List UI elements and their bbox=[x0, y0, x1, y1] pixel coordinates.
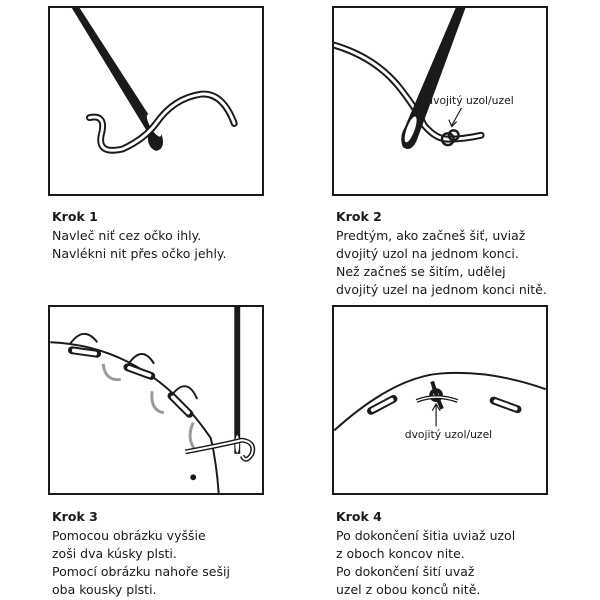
step-2-caption bbox=[336, 208, 547, 299]
caption-line: Pomocí obrázku nahoře sešij bbox=[52, 564, 230, 579]
step-3-caption bbox=[52, 508, 230, 599]
double-knot-diagram bbox=[334, 8, 546, 194]
caption-line: Pomocou obrázku vyššie bbox=[52, 528, 206, 543]
needle-icon bbox=[234, 307, 240, 454]
caption-line: Po dokončení šitia uviaž uzol bbox=[336, 528, 516, 543]
caption-line: Než začneš se šitím, udělej bbox=[336, 264, 506, 279]
knot-label: dvojitý uzol/uzel bbox=[426, 93, 514, 107]
needle-icon bbox=[401, 8, 465, 149]
caption-line: z oboch koncov nite. bbox=[336, 546, 465, 561]
step-title: Krok 3 bbox=[52, 509, 98, 524]
knot-label: dvojitý uzol/uzel bbox=[404, 428, 493, 442]
caption-line: Predtým, ako začneš šiť, uviaž bbox=[336, 228, 526, 243]
final-knot-diagram bbox=[334, 307, 546, 493]
caption-line: Navleč niť cez očko ihly. bbox=[52, 228, 202, 243]
caption-line: oba kousky plsti. bbox=[52, 582, 157, 597]
stitching-diagram bbox=[50, 307, 262, 493]
needle-threading-diagram bbox=[50, 8, 262, 194]
caption-line: dvojitý uzel na jednom konci nitě. bbox=[336, 282, 547, 297]
step-title: Krok 2 bbox=[336, 209, 382, 224]
step-title: Krok 1 bbox=[52, 209, 98, 224]
caption-line: uzel z obou konců nitě. bbox=[336, 582, 481, 597]
step-2-illustration bbox=[332, 6, 548, 196]
step-1-illustration bbox=[48, 6, 264, 196]
step-4-caption bbox=[336, 508, 515, 599]
stitch-icon bbox=[68, 346, 195, 420]
caption-line: dvojitý uzol na jednom konci. bbox=[336, 246, 519, 261]
step-4-illustration bbox=[332, 305, 548, 495]
caption-line: Navlékni nit přes očko jehly. bbox=[52, 246, 227, 261]
step-3-illustration bbox=[48, 305, 264, 495]
step-1-caption bbox=[52, 208, 227, 263]
caption-line: zoši dva kúsky plsti. bbox=[52, 546, 177, 561]
caption-line: Po dokončení šití uvaž bbox=[336, 564, 475, 579]
step-title: Krok 4 bbox=[336, 509, 382, 524]
